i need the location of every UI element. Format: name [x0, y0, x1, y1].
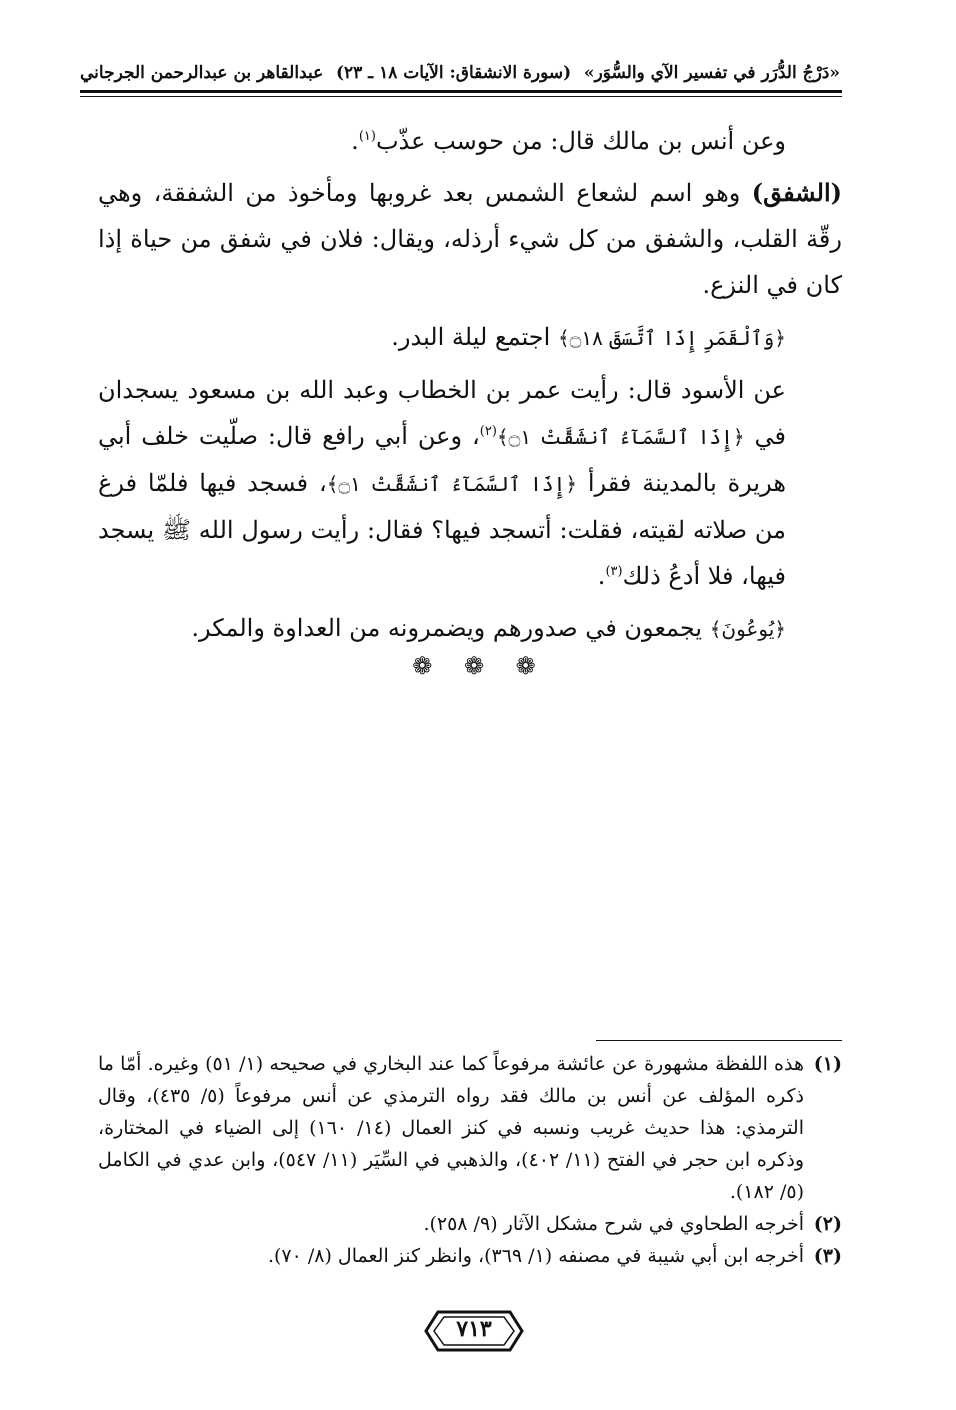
footnote-1 — [98, 1048, 842, 1208]
header-author: عبدالقاهر بن عبدالرحمن الجرجاني — [80, 63, 324, 83]
quran-quote-qamar: ﴿وَٱلْقَمَرِ إِذَا ٱتَّسَقَ ۝١٨﴾ — [557, 326, 786, 350]
paragraph-anas: وعن أنس بن مالك قال: من حوسب عذّب$^{(١)}$. — [351, 127, 786, 155]
section-separator-stars: ❁ ❁ ❁ — [412, 652, 548, 680]
footnote-ref-3[interactable]: (٣) — [605, 564, 623, 579]
paragraph-yuun: ﴿يُوعُونَ﴾ يجمعون في صدورهم ويضمرونه من العداوة والمكر. — [191, 614, 786, 642]
footnote-rule — [596, 1040, 842, 1041]
running-header — [80, 58, 840, 88]
header-rule-thick — [80, 90, 842, 93]
header-surah-range: (سورة الانشقاق: الآيات ١٨ ـ ٢٣) — [335, 63, 572, 83]
quran-quote-inshaqqat-1: ﴿إِذَا ٱلسَّمَآءُ ٱنشَقَّتْ ۝١﴾ — [496, 425, 745, 449]
footnote-number: (٣) — [813, 1245, 842, 1267]
footnote-ref-1[interactable]: (١) — [358, 129, 376, 144]
footnote-number: (١) — [813, 1053, 842, 1075]
paragraph-sujud: عن الأسود قال: رأيت عمر بن الخطاب وعبد الله بن مسعود يسجدان في ﴿إِذَا ٱلسَّمَآءُ ٱنشَقَّتْ ۝١﴾$^{(٢)}$، وعن أبي رافع قال: صلّيت خلف أبي هريرة بالمدينة فقرأ ﴿إِذَا ٱلسَّمَآءُ ٱنشَقَّتْ ۝١﴾، فسجد فيها فلمّا فرغ من صلاته لقيته، فقلت: أتسجد فيها؟ فقال: رأيت رسول الله ﷺ يسجد فيها، فلا أدعُ ذلك$^{(٣)}$. — [98, 376, 787, 590]
footnotes — [98, 1048, 842, 1272]
page-number: ٧١٣ — [456, 1316, 492, 1342]
paragraph-qamar: ﴿وَٱلْقَمَرِ إِذَا ٱتَّسَقَ ۝١٨﴾ اجتمع ليلة البدر. — [391, 323, 786, 351]
header-rule-thin — [80, 96, 842, 97]
footnote-number: (٢) — [813, 1213, 842, 1235]
main-text — [98, 118, 842, 658]
header-book-title: «دَرْجُ الدُّرَر في تفسير الآي والسُّوَر» — [583, 63, 840, 83]
paragraph-shafaq: (الشفق) وهو اسم لشعاع الشمس بعد غروبها ومأخوذ من الشفقة، وهي رقّة القلب، والشفق من كل شيء أرذله، ويقال: فلان في شفق من حياة إذا كان في النزع. — [98, 178, 842, 299]
footnote-2 — [98, 1208, 842, 1240]
footnote-text: أخرجه الطحاوي في شرح مشكل الآثار (٩/ ٢٥٨). — [423, 1213, 804, 1235]
footnote-3 — [98, 1240, 842, 1272]
quran-quote-yuun: ﴿يُوعُونَ﴾ — [709, 617, 786, 641]
quran-quote-inshaqqat-2: ﴿إِذَا ٱلسَّمَآءُ ٱنشَقَّتْ ۝١﴾ — [326, 472, 578, 496]
term-shafaq: (الشفق) — [751, 178, 842, 207]
footnote-ref-2[interactable]: (٢) — [479, 424, 497, 439]
footnote-text: أخرجه ابن أبي شيبة في مصنفه (١/ ٣٦٩)، وانظر كنز العمال (٨/ ٧٠). — [267, 1245, 804, 1267]
footnote-text: هذه اللفظة مشهورة عن عائشة مرفوعاً كما عند البخاري في صحيحه (١/ ٥١) وغيره. أمّا ما ذكره المؤلف عن أنس بن مالك فقد رواه الترمذي عن أنس مرفوعاً (٥/ ٤٣٥)، وقال الترمذي: هذا حديث غريب ونسبه في كنز العمال (١٤/ ١٦٠) إلى الضياء في المختارة، وذكره ابن حجر في الفتح (١١/ ٤٠٢)، والذهبي في السِّيَر (١١/ ٥٤٧)، وابن عدي في الكامل (٥/ ١٨٢). — [98, 1053, 804, 1203]
